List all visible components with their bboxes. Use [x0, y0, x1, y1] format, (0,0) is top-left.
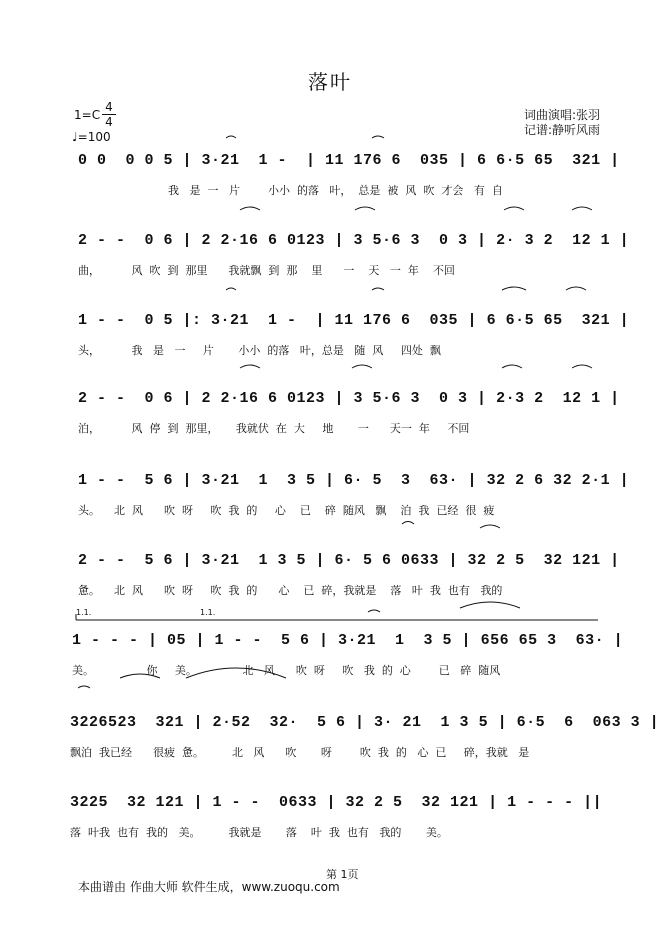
lyrics-system-9: 落 叶我 也有 我的 美。 我就是 落 叶 我 也有 我的 美。 — [70, 826, 448, 839]
lyrics-system-4: 泊， 风 停 到 那里， 我就伏 在 大 地 一 天一 年 不回 — [78, 422, 470, 435]
notes-system-2: 2 - - 0 6 | 2 2·16 6 0123 | 3 5·6 3 0 3 | 2· 3 2 12 1 | — [78, 232, 630, 249]
notes-system-6: 2 - - 5 6 | 3·21 1 3 5 | 6· 5 6 0633 | 32 2 5 32 121 | — [78, 552, 620, 569]
lyrics-system-1: 我 是 一 片 小小 的落 叶， 总是 被 风 吹 才会 有 自 — [168, 184, 503, 197]
notes-system-7: 1 - - - | 05 | 1 - - 5 6 | 3·21 1 3 5 | 656 65 3 63· | — [72, 632, 624, 649]
composer-credit: 词曲演唱:张羽 — [524, 108, 601, 122]
footer-note: 本曲谱由 作曲大师 软件生成，www.zuoqu.com — [78, 880, 340, 894]
page-number: 第 1页 — [326, 868, 359, 881]
lyrics-system-7: 美。 你 美。 北 风 吹 呀 吹 我 的 心 已 碎 随风 — [72, 664, 501, 677]
time-sig-top: 4 — [105, 100, 113, 114]
notes-system-1: 0 0 0 0 5 | 3·21 1 - | 11 176 6 035 | 6 6·5 65 321 | — [78, 152, 620, 169]
notes-system-5: 1 - - 5 6 | 3·21 1 3 5 | 6· 5 3 63· | 32 2 6 32 2·1 | — [78, 472, 630, 489]
song-title: 落叶 — [308, 70, 352, 94]
notes-system-3: 1 - - 0 5 |: 3·21 1 - | 11 176 6 035 | 6 6·5 65 321 | — [78, 312, 630, 329]
notes-system-8: 3226523 321 | 2·52 32· 5 6 | 3· 21 1 3 5 | 6·5 6 063 3 | — [70, 714, 660, 731]
notes-system-9: 3225 32 121 | 1 - - 0633 | 32 2 5 32 121 | 1 - - - || — [70, 794, 603, 811]
lyrics-system-6: 惫。 北 风 吹 呀 吹 我 的 心 已 碎，我就是 落 叶 我 也有 我的 — [78, 584, 503, 597]
lyrics-system-2: 曲， 风 吹 到 那里 我就飘 到 那 里 一 天 一 年 不回 — [78, 264, 455, 277]
time-sig-bottom: 4 — [102, 114, 116, 129]
notes-system-4: 2 - - 0 6 | 2 2·16 6 0123 | 3 5·6 3 0 3 | 2·3 2 12 1 | — [78, 390, 620, 407]
key-signature: 1=C — [74, 108, 101, 122]
tempo-value: =100 — [77, 130, 111, 144]
transcriber-credit: 记谱:静听风雨 — [524, 123, 601, 137]
volta-label-2: 1.1. — [200, 608, 216, 617]
lyrics-system-5: 头。 北 风 吹 呀 吹 我 的 心 已 碎 随风 飘 泊 我 已经 很 疲 — [78, 504, 495, 517]
quarter-note-icon: ♩ — [72, 130, 78, 144]
lyrics-system-3: 头， 我 是 一 片 小小 的落 叶，总是 随 风 四处 飘 — [78, 344, 441, 357]
lyrics-system-8: 飘泊 我已经 很疲 惫。 北 风 吹 呀 吹 我 的 心 已 碎，我就 是 — [70, 746, 530, 759]
volta-label-1: 1.1. — [76, 608, 92, 617]
